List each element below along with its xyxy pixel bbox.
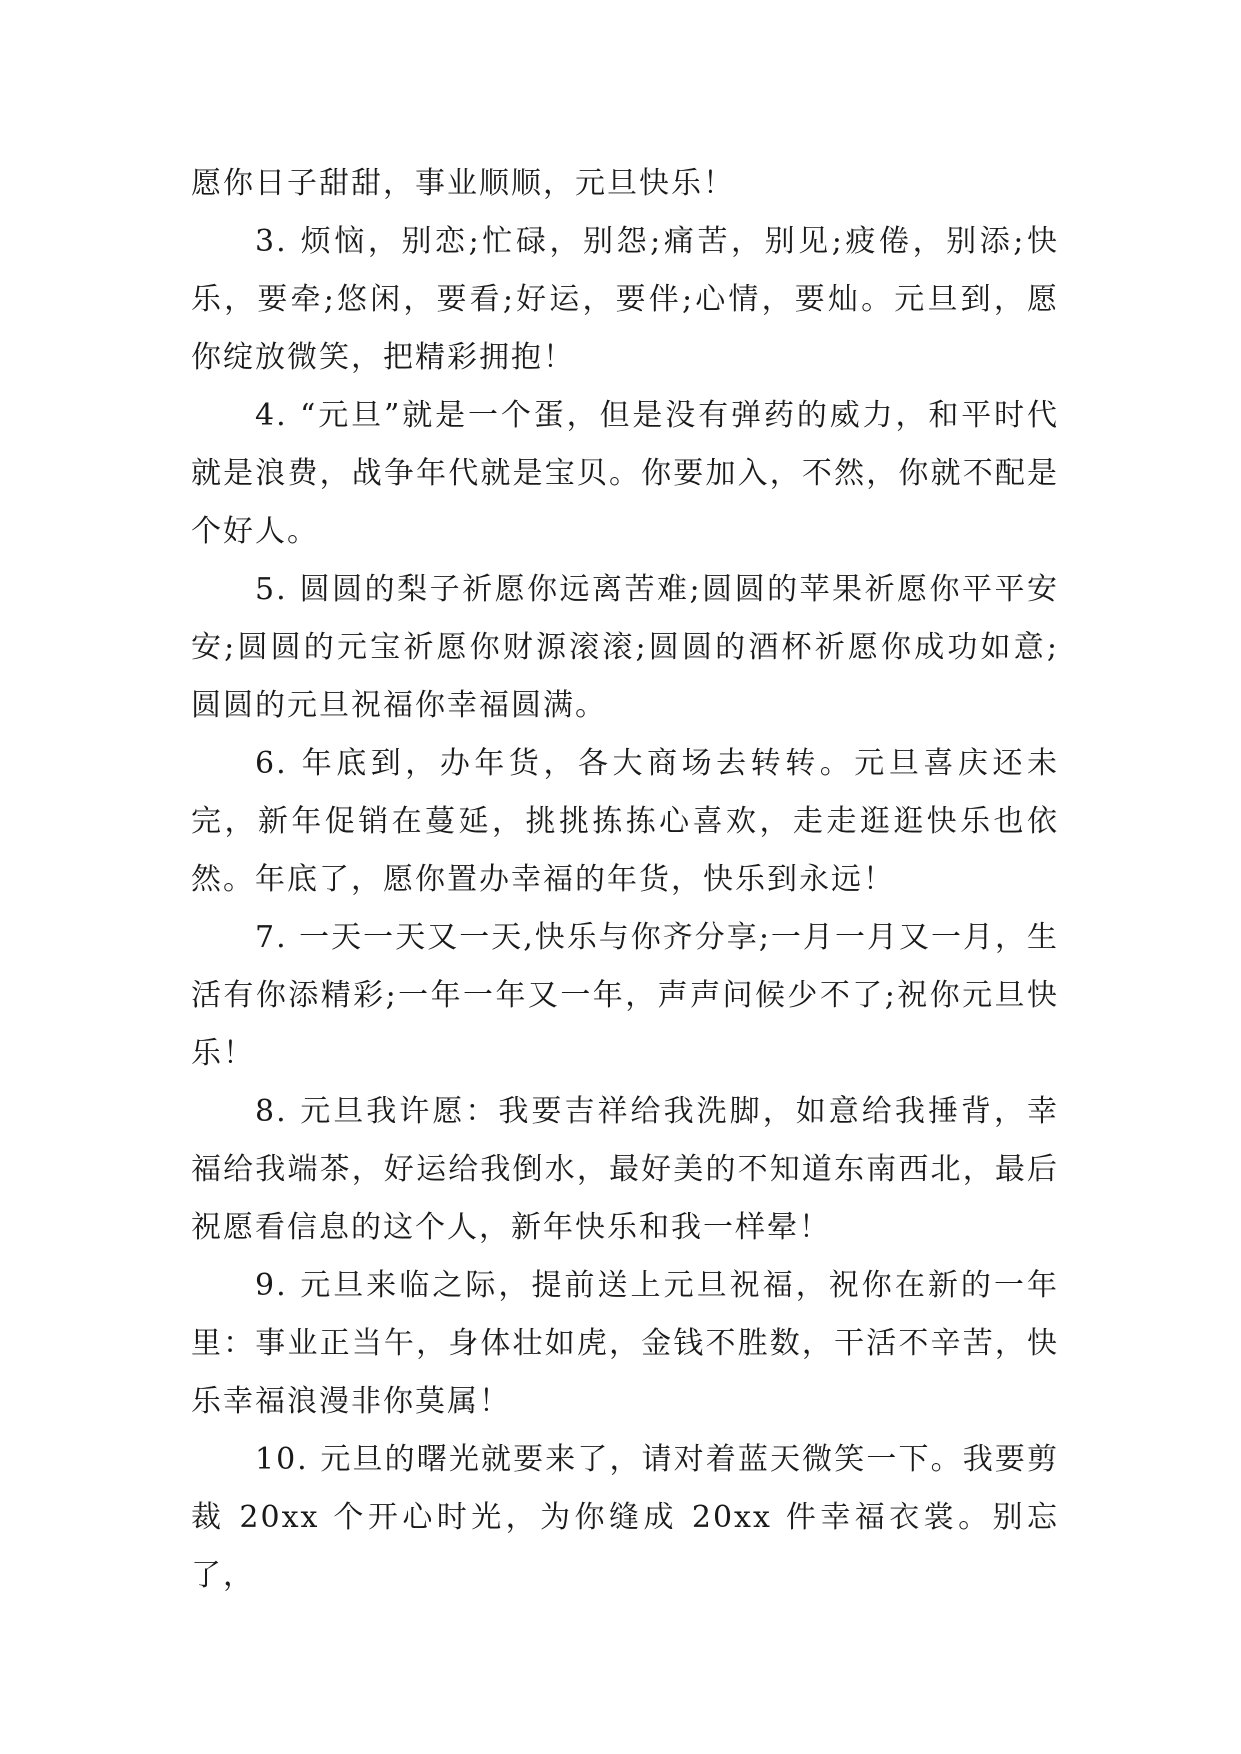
document-body [191, 155, 1059, 1605]
paragraph-item-6: 6. 年底到，办年货，各大商场去转转。元旦喜庆还未完，新年促销在蔓延，挑挑拣拣心喜欢，走走逛逛快乐也依然。年底了，愿你置办幸福的年货，快乐到永远！ [191, 746, 1059, 897]
paragraph-item-4: 4. “元旦”就是一个蛋，但是没有弹药的威力，和平时代就是浪费，战争年代就是宝贝。你要加入，不然，你就不配是个好人。 [191, 398, 1059, 549]
paragraph-continuation: 愿你日子甜甜，事业顺顺，元旦快乐！ [191, 166, 735, 201]
paragraph-item-9: 9. 元旦来临之际，提前送上元旦祝福，祝你在新的一年里：事业正当午，身体壮如虎，金钱不胜数，干活不辛苦，快乐幸福浪漫非你莫属！ [191, 1268, 1059, 1419]
paragraph-item-8: 8. 元旦我许愿：我要吉祥给我洗脚，如意给我捶背，幸福给我端茶，好运给我倒水，最好美的不知道东南西北，最后祝愿看信息的这个人，新年快乐和我一样晕！ [191, 1094, 1059, 1245]
paragraph-item-5: 5. 圆圆的梨子祈愿你远离苦难;圆圆的苹果祈愿你平平安安;圆圆的元宝祈愿你财源滚滚;圆圆的酒杯祈愿你成功如意;圆圆的元旦祝福你幸福圆满。 [191, 572, 1059, 723]
paragraph-item-10: 10. 元旦的曙光就要来了，请对着蓝天微笑一下。我要剪裁 20xx 个开心时光，为你缝成 20xx 件幸福衣裳。别忘了， [191, 1442, 1059, 1593]
paragraph-item-7: 7. 一天一天又一天,快乐与你齐分享;一月一月又一月，生活有你添精彩;一年一年又一年，声声问候少不了;祝你元旦快乐！ [191, 920, 1059, 1071]
paragraph-item-3: 3. 烦恼，别恋;忙碌，别怨;痛苦，别见;疲倦，别添;快乐，要牵;悠闲，要看;好运，要伴;心情，要灿。元旦到，愿你绽放微笑，把精彩拥抱！ [191, 224, 1059, 375]
